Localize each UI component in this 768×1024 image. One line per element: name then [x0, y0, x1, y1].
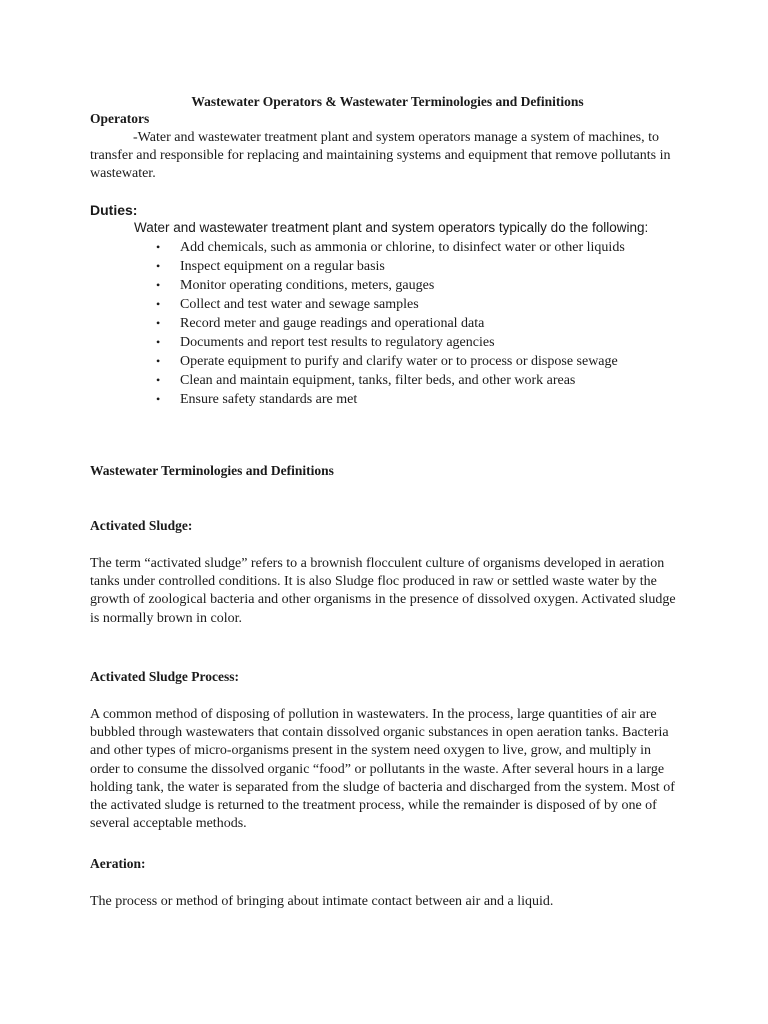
list-item: • Operate equipment to purify and clarify water or to process or dispose sewage: [156, 354, 618, 369]
duties-list: [156, 238, 625, 409]
activated-sludge-process-heading: Activated Sludge Process:: [90, 669, 239, 684]
bullet-icon: •: [156, 297, 161, 311]
activated-sludge-paragraph: The term “activated sludge” refers to a brownish flocculent culture of organisms developed in aeration tanks under controlled conditions. It is also Sludge floc produced in raw or settled waste water by the growth of zoological bacteria and other organisms in the presence of dissolved oxygen. Activated sludge is normally brown in color.: [90, 556, 676, 626]
operators-heading: Operators: [90, 111, 150, 126]
bullet-icon: •: [156, 392, 161, 406]
list-item: • Record meter and gauge readings and operational data: [156, 316, 485, 331]
list-item: • Inspect equipment on a regular basis: [156, 259, 385, 274]
list-item: • Add chemicals, such as ammonia or chlorine, to disinfect water or other liquids: [156, 240, 625, 255]
duties-intro: Water and wastewater treatment plant and system operators typically do the following:: [134, 220, 649, 235]
aeration-heading: Aeration:: [90, 856, 146, 871]
bullet-icon: •: [156, 354, 161, 368]
bullet-icon: •: [156, 278, 161, 292]
list-item: • Documents and report test results to regulatory agencies: [156, 335, 495, 350]
terminologies-heading: Wastewater Terminologies and Definitions: [90, 463, 334, 478]
activated-sludge-heading: Activated Sludge:: [90, 518, 193, 533]
activated-sludge-process-paragraph: A common method of disposing of pollution in wastewaters. In the process, large quantities of air are bubbled through wastewaters that contain dissolved organic substances in open aeration tanks. Bacteria and other types of micro-organisms present in the system need oxygen to live, grow, and multiply in order to consume the dissolved organic “food” or pollutants in the waste. After several hours in a large holding tank, the water is separated from the sludge of bacteria and discharged from the system. Most of the activated sludge is returned to the treatment process, while the remainder is disposed of by one of several acceptable methods.: [90, 707, 675, 832]
duties-heading: Duties:: [90, 202, 138, 218]
aeration-paragraph: The process or method of bringing about intimate contact between air and a liquid.: [90, 894, 554, 909]
operators-paragraph: -Water and wastewater treatment plant and system operators manage a system of machines, to transfer and responsible for replacing and maintaining systems and equipment that remove pollutants in wastewater.: [90, 130, 671, 182]
list-item: • Clean and maintain equipment, tanks, filter beds, and other work areas: [156, 373, 576, 388]
bullet-icon: •: [156, 259, 161, 273]
bullet-icon: •: [156, 316, 161, 330]
list-item: • Collect and test water and sewage samples: [156, 297, 419, 312]
bullet-icon: •: [156, 335, 161, 349]
list-item: • Monitor operating conditions, meters, gauges: [156, 278, 435, 293]
bullet-icon: •: [156, 240, 161, 254]
document-title: Wastewater Operators & Wastewater Terminologies and Definitions: [191, 94, 584, 109]
list-item: • Ensure safety standards are met: [156, 392, 358, 407]
bullet-icon: •: [156, 373, 161, 387]
